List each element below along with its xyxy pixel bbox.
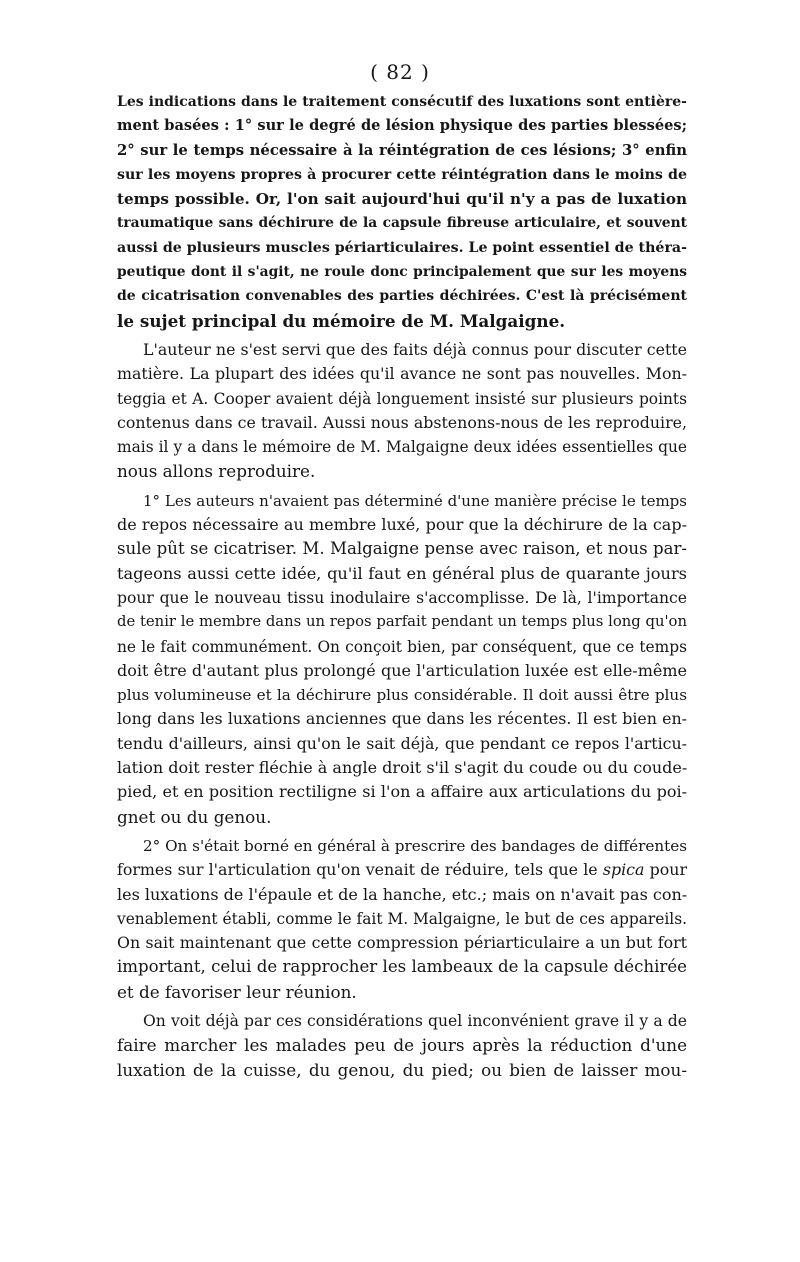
text-line: formes sur l'articulation qu'on venait de réduire, tels que le spica pour bbox=[117, 860, 687, 880]
paragraph-p3 bbox=[117, 489, 687, 829]
text-line: sule pût se cicatriser. M. Malgaigne pense avec raison, et nous par- bbox=[117, 539, 687, 559]
text-line: important, celui de rapprocher les lambeaux de la capsule déchirée bbox=[117, 957, 687, 977]
text-line: venablement établi, comme le fait M. Malgaigne, le but de ces appareils. bbox=[117, 909, 687, 928]
text-line: traumatique sans déchirure de la capsule fibreuse articulaire, et souvent bbox=[117, 215, 687, 232]
text-line: sur les moyens propres à procurer cette réintégration dans le moins de bbox=[117, 166, 687, 183]
text-line: pour que le nouveau tissu inodulaire s'accomplisse. De là, l'importance bbox=[117, 588, 687, 607]
text-line: 2° sur le temps nécessaire à la réintégration de ces lésions; 3° enfin bbox=[117, 141, 687, 159]
text-line: tageons aussi cette idée, qu'il faut en général plus de quarante jours bbox=[117, 563, 687, 583]
text-line: nous allons reproduire. bbox=[117, 461, 316, 482]
text-line: les luxations de l'épaule et de la hanche, etc.; mais on n'avait pas con- bbox=[117, 884, 688, 904]
text-line: de cicatrisation convenables des parties déchirées. C'est là précisément bbox=[117, 288, 687, 305]
text-line: tendu d'ailleurs, ainsi qu'on le sait déjà, que pendant ce repos l'articu- bbox=[117, 733, 687, 753]
paragraph-p1 bbox=[117, 90, 687, 333]
body-text bbox=[117, 90, 687, 1087]
text-line: mais il y a dans le mémoire de M. Malgaigne deux idées essentielles que bbox=[117, 438, 687, 457]
text-line: temps possible. Or, l'on sait aujourd'hui qu'il n'y a pas de luxation bbox=[117, 190, 687, 209]
text-line: 2° On s'était borné en général à prescrire des bandages de différentes bbox=[143, 836, 687, 855]
text-line: contenus dans ce travail. Aussi nous abstenons-nous de les reproduire, bbox=[117, 412, 687, 432]
text-line: Les indications dans le traitement consécutif des luxations sont entière- bbox=[117, 94, 687, 110]
text-line: plus volumineuse et la déchirure plus considérable. Il doit aussi être plus bbox=[117, 686, 687, 705]
text-line: On voit déjà par ces considérations quel inconvénient grave il y a de bbox=[143, 1011, 687, 1030]
text-line: L'auteur ne s'est servi que des faits déjà connus pour discuter cette bbox=[143, 339, 687, 359]
text-line: lation doit rester fléchie à angle droit s'il s'agit du coude ou du coude- bbox=[117, 758, 688, 778]
paragraph-p4 bbox=[117, 834, 687, 1004]
text-line: luxation de la cuisse, du genou, du pied; ou bien de laisser mou- bbox=[117, 1059, 687, 1080]
text-line: teggia et A. Cooper avaient déjà longuement insisté sur plusieurs points bbox=[117, 389, 687, 408]
text-line: long dans les luxations anciennes que dans les récentes. Il est bien en- bbox=[117, 709, 687, 729]
text-line: faire marcher les malades peu de jours après la réduction d'une bbox=[117, 1035, 687, 1056]
text-line: le sujet principal du mémoire de M. Malgaigne. bbox=[117, 310, 566, 331]
text-line: ne le fait communément. On conçoit bien, par conséquent, que ce temps bbox=[117, 637, 687, 656]
text-line: de tenir le membre dans un repos parfait pendant un temps plus long qu'on bbox=[117, 613, 687, 631]
text-line: aussi de plusieurs muscles périarticulaires. Le point essentiel de théra- bbox=[117, 239, 687, 256]
text-line: gnet ou du genou. bbox=[117, 806, 272, 827]
text-line: de repos nécessaire au membre luxé, pour que la déchirure de la cap- bbox=[117, 515, 687, 535]
text-line: et de favoriser leur réunion. bbox=[117, 981, 357, 1002]
paragraph-p5 bbox=[117, 1009, 687, 1082]
text-line: doit être d'autant plus prolongé que l'articulation luxée est elle-même bbox=[117, 660, 687, 680]
paragraph-p2 bbox=[117, 338, 687, 484]
page-number: ( 82 ) bbox=[370, 60, 430, 84]
text-line: matière. La plupart des idées qu'il avance ne sont pas nouvelles. Mon- bbox=[117, 364, 687, 384]
text-line: pied, et en position rectiligne si l'on a affaire aux articulations du poi- bbox=[117, 782, 687, 802]
text-line: On sait maintenant que cette compression périarticulaire a un but fort bbox=[117, 933, 687, 953]
text-line: peutique dont il s'agit, ne roule donc principalement que sur les moyens bbox=[117, 264, 687, 281]
text-line: 1° Les auteurs n'avaient pas déterminé d'une manière précise le temps bbox=[143, 491, 687, 510]
text-line: ment basées : 1° sur le degré de lésion physique des parties blessées; bbox=[117, 117, 687, 135]
